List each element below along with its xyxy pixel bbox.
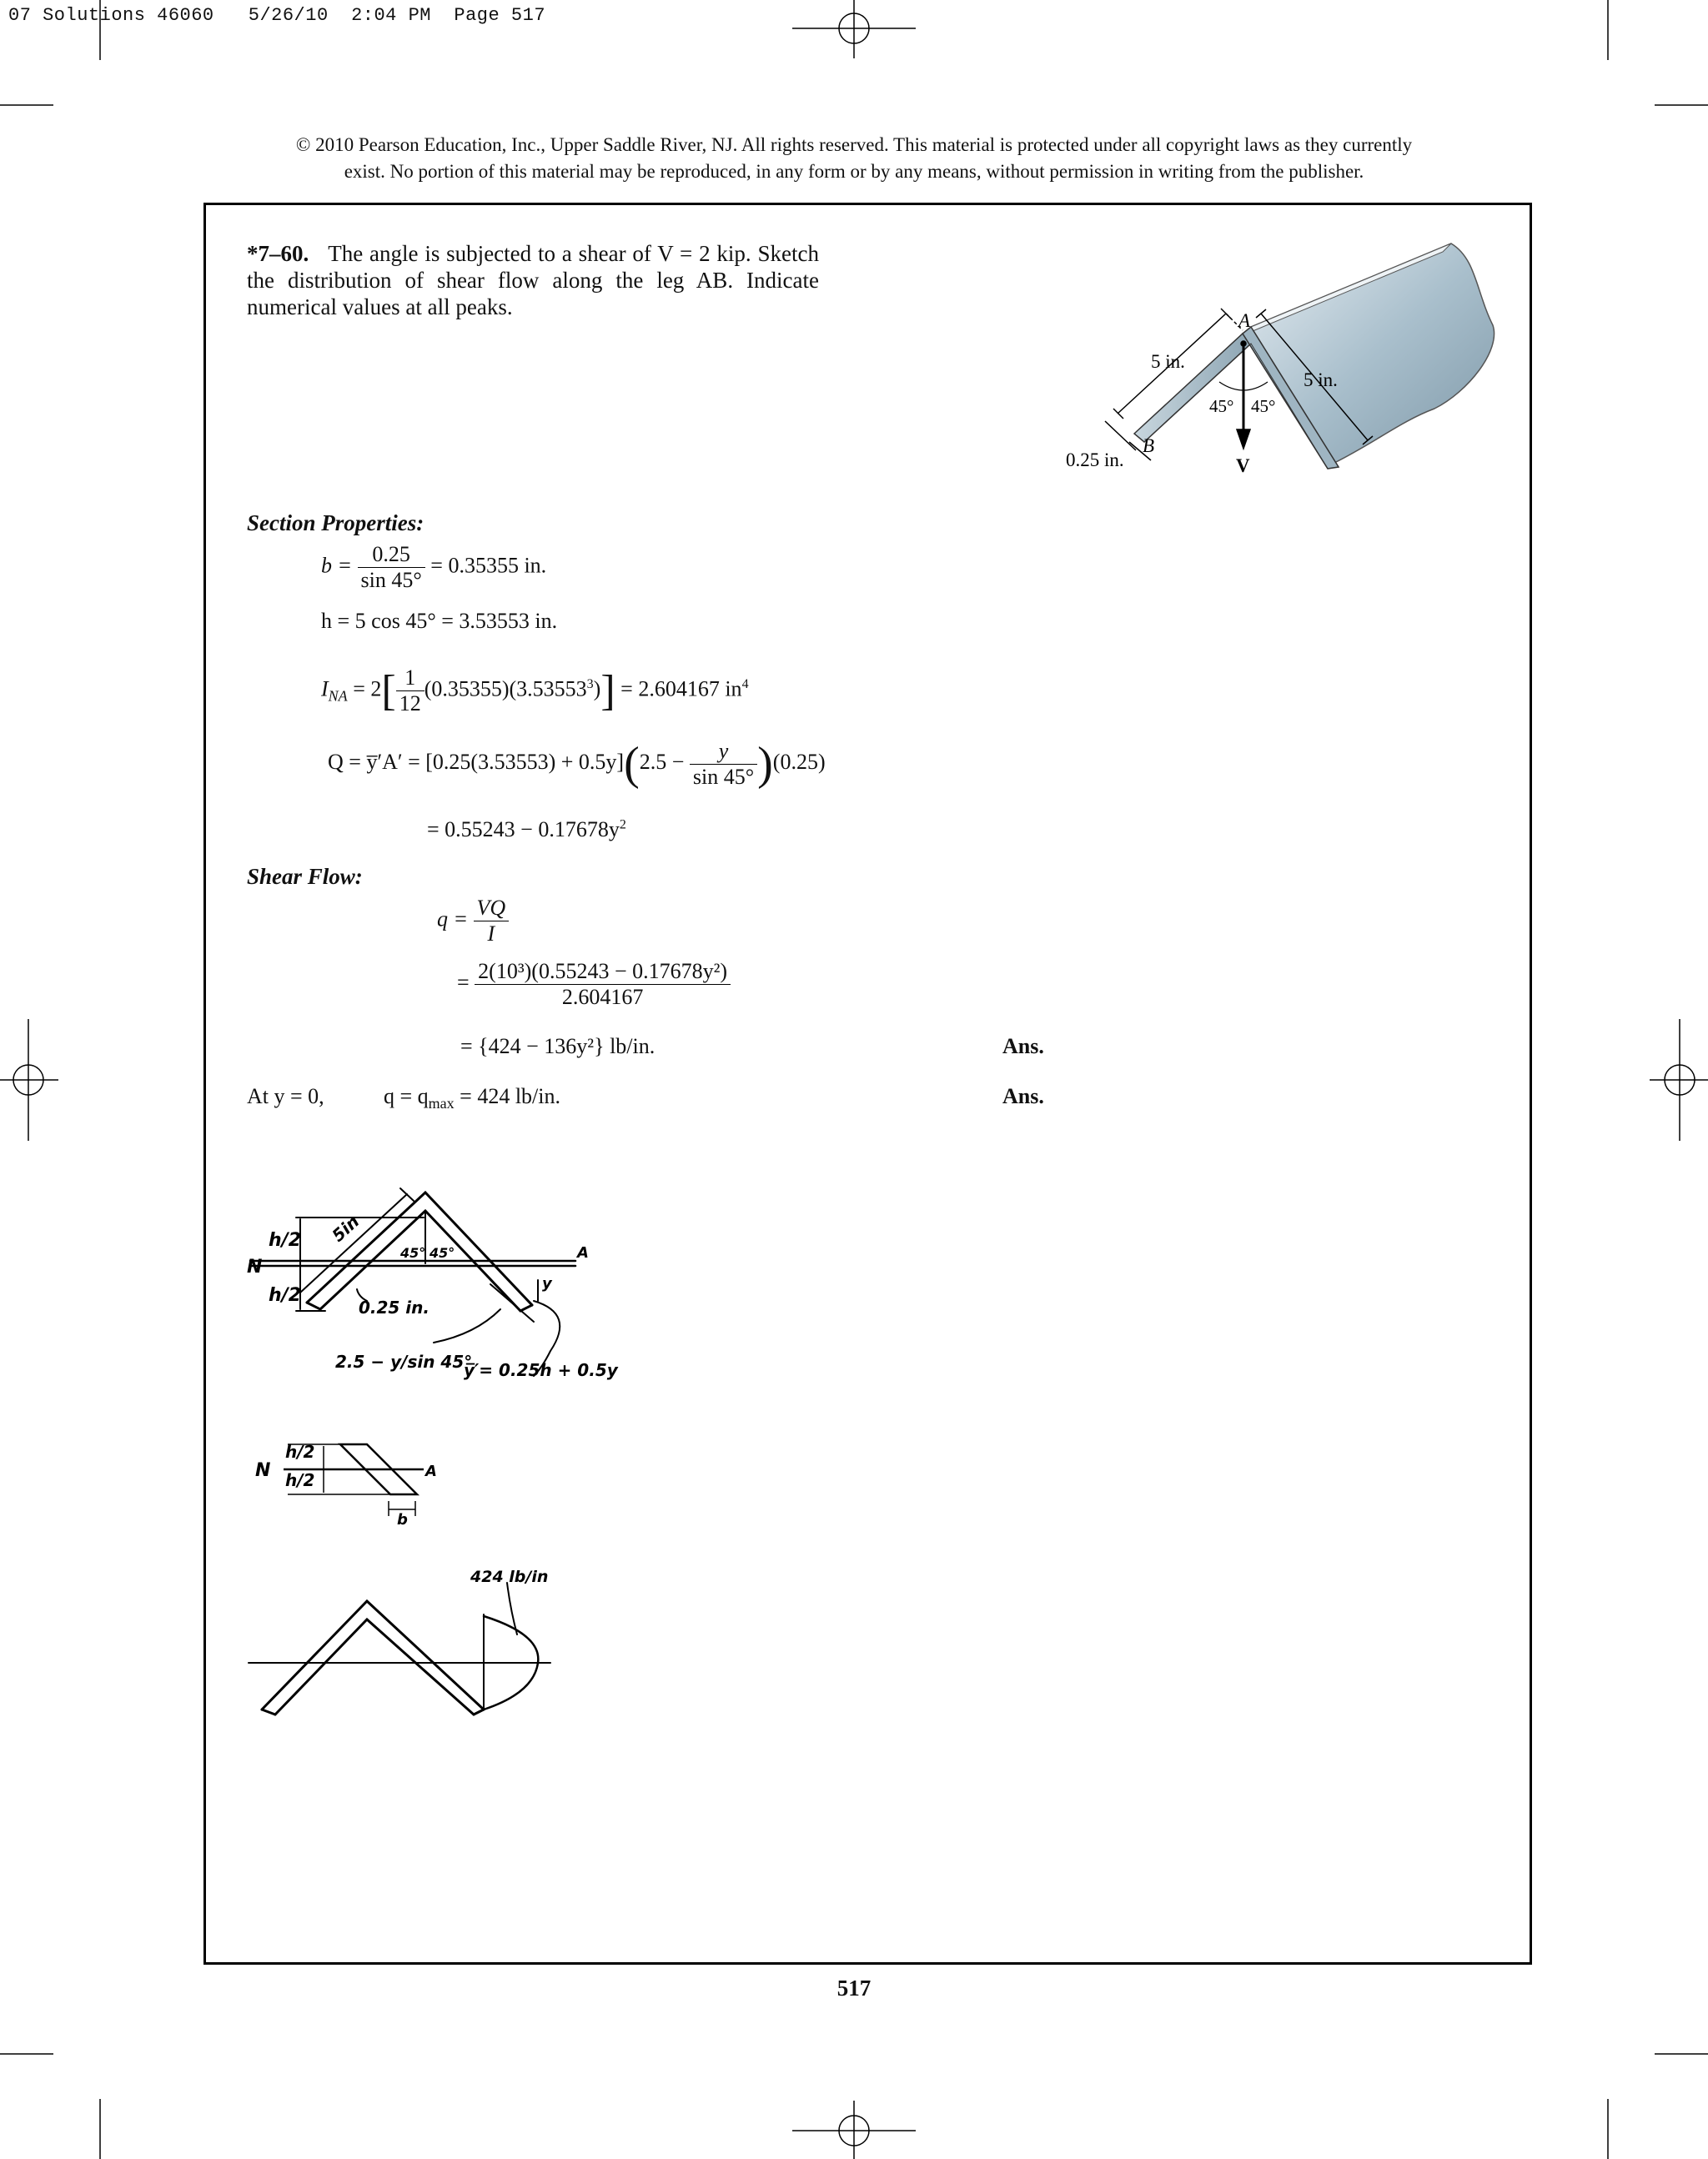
eq-shear-1-lhs: q = (437, 906, 469, 931)
eq-shear-2-eq: = (457, 970, 470, 995)
eq-ina-lhs: I (321, 676, 329, 701)
eq-q-den: sin 45° (692, 764, 755, 789)
eq-shear-1-den: I (487, 921, 495, 946)
eq-ina-num: 1 (396, 665, 424, 691)
problem-number: *7–60. (247, 241, 309, 266)
eq-at-y: At y = 0, (247, 1084, 324, 1108)
sketch2-a: A (425, 1463, 437, 1480)
sketch1-a: A (577, 1244, 589, 1262)
page-number: 517 (836, 1976, 872, 2001)
label-a: A (1238, 310, 1251, 331)
eq-b-num: 0.25 (358, 542, 425, 568)
eq-ina: $I_{NA} = 2$[ $\frac{1}{12}$ (0.35355)(3.53553$^3$)] = 2.604167 $in^4$ (321, 665, 749, 715)
slug-date: 5/26/10 (248, 5, 329, 26)
copyright-line-1: © 2010 Pearson Education, Inc., Upper Saddle River, NJ. All rights reserved. This material is protected under all copyright laws as they currently (295, 134, 1413, 155)
eq-q: Q = y̅′A′ = [0.25(3.53553) + 0.5y](2.5 − $\frac{y}{\sin 45^\circ}$ )(0.25) (328, 738, 826, 790)
eq-ina-exp: 3 (586, 676, 594, 691)
sketch2-h2a: h/2 (285, 1442, 315, 1462)
sketch2-b: b (397, 1511, 408, 1529)
sketch1-ang2: 45° (430, 1245, 455, 1261)
answer-label-2: Ans. (1002, 1084, 1044, 1108)
eq-b-den: sin 45° (360, 568, 422, 592)
eq-q-lhs: Q = y̅′A′ = [0.25(3.53553) + 0.5y] (328, 749, 625, 774)
eq-ina-unit-exp: 4 (741, 676, 749, 691)
eq-ina-mid: (0.35355)(3.53553 (424, 676, 587, 701)
slug-page: Page 517 (454, 5, 546, 26)
eq-q-close: (0.25) (772, 749, 826, 774)
sketch1-expr1: 2.5 − y/sin 45° (335, 1352, 473, 1372)
eq-b-rhs: = 0.35355 in. (430, 553, 547, 578)
eq-shear-2-den: 2.604167 (561, 985, 644, 1009)
eq-q-open: 2.5 − (639, 749, 685, 774)
section-properties-heading: Section Properties: (247, 510, 424, 535)
problem-text: The angle is subjected to a shear of V = 2 kip. Sketch the distribution of shear flow along the leg AB. Indicate numerical values at all peaks. (247, 241, 819, 319)
eq-ina-close: ) (593, 676, 601, 701)
sketch1-ang1: 45° (400, 1245, 426, 1261)
slug-time: 2:04 PM (351, 5, 431, 26)
eq-ina-den: 12 (399, 691, 421, 715)
eq-ina-sub: NA (328, 687, 348, 705)
eq-qmax-rhs: = 424 lb/in. (460, 1084, 561, 1108)
dim-thickness: 0.25 in. (1066, 449, 1124, 470)
eq-shear-2-num: 2(10³)(0.55243 − 0.17678y²) (475, 959, 731, 985)
sketch1-h2-top: h/2 (269, 1230, 302, 1251)
angle-right: 45° (1251, 396, 1276, 416)
label-v: V (1236, 455, 1250, 476)
angle-left: 45° (1209, 396, 1234, 416)
sketch1-thick: 0.25 in. (359, 1298, 430, 1318)
eq-ina-rhs: = 2.604167 in (620, 676, 742, 701)
dim-right: 5 in. (1304, 369, 1338, 390)
label-b: B (1143, 435, 1155, 456)
eq-shear-3: = {424 − 136y²} lb/in. (460, 1034, 656, 1058)
eq-q-result-exp: 2 (619, 817, 626, 832)
sketch2-n: N (255, 1460, 271, 1481)
eq-qmax-sub: max (428, 1095, 455, 1112)
eq-q-result-text: = 0.55243 − 0.17678y (427, 817, 620, 841)
dim-left: 5 in. (1151, 351, 1185, 372)
eq-q-num: y (690, 739, 757, 765)
eq-qmax-lhs: q = q (384, 1084, 429, 1108)
sketch1-h2-bot: h/2 (269, 1285, 302, 1306)
sketch3-peak: 424 lb/in (470, 1568, 549, 1586)
eq-b-lhs: b = (321, 553, 353, 578)
copyright-line-2: exist. No portion of this material may be reproduced, in any form or by any means, without permission in writing from the publisher. (344, 161, 1364, 182)
sketch1-y: y (542, 1275, 552, 1293)
answer-label-1: Ans. (1002, 1034, 1044, 1058)
eq-ina-eq: = 2 (353, 676, 382, 701)
sketch1-expr2: y̅′= 0.25h + 0.5y (464, 1360, 618, 1380)
eq-shear-1-num: VQ (474, 896, 510, 921)
sketch1-n: N (247, 1257, 263, 1278)
eq-h: h = 5 cos 45° = 3.53553 in. (321, 609, 558, 633)
slug-file: 07 Solutions 46060 (8, 5, 214, 26)
sketch2-h2b: h/2 (285, 1470, 315, 1490)
shear-flow-heading: Shear Flow: (247, 864, 363, 889)
sketch1-dim5: 5in (328, 1211, 364, 1246)
